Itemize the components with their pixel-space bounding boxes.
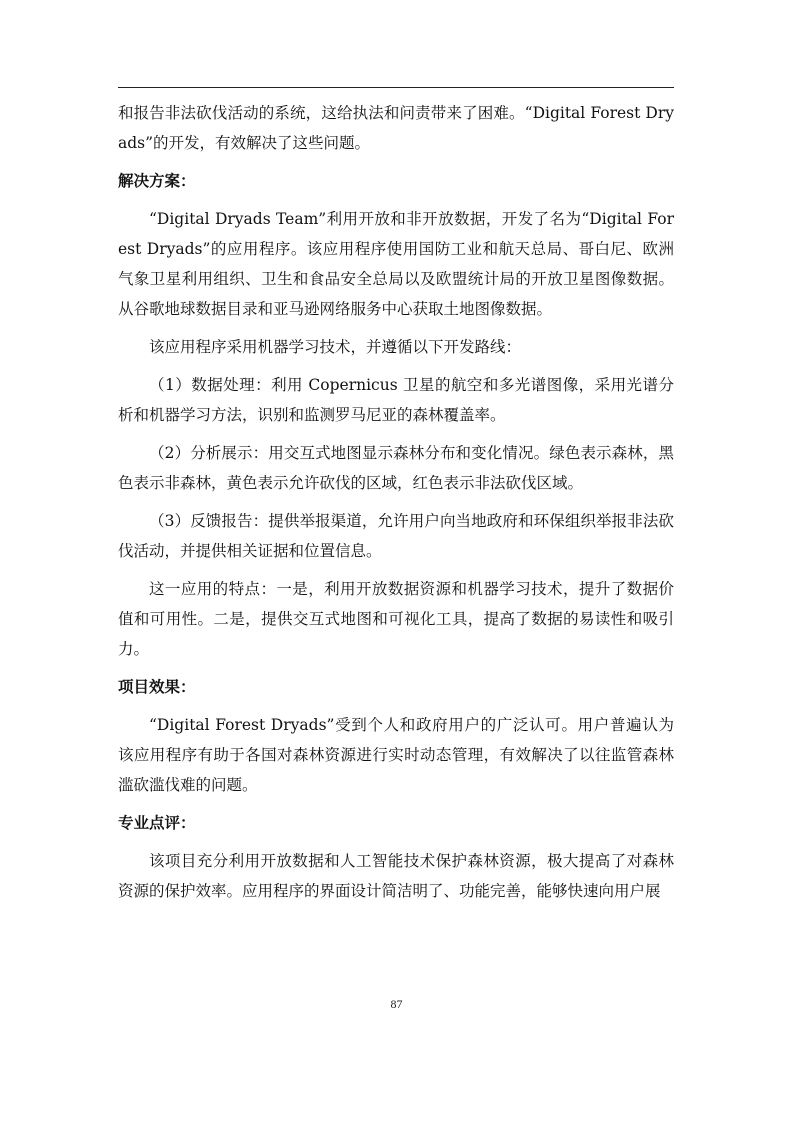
section-heading-solution: 解决方案： (118, 172, 196, 190)
solution-item-feedback-report: （3）反馈报告：提供举报渠道，允许用户向当地政府和环保组织举报非法砍伐活动，并提供相关证据和位置信息。 (118, 512, 674, 560)
solution-item-analysis-display: （2）分析展示：用交互式地图显示森林分布和变化情况。绿色表示森林，黑色表示非森林，黄色表示允许砍伐的区域，红色表示非法砍伐区域。 (118, 444, 674, 492)
review-paragraph: 该项目充分利用开放数据和人工智能技术保护森林资源，极大提高了对森林资源的保护效率。应用程序的界面设计简洁明了、功能完善，能够快速向用户展 (118, 852, 674, 900)
intro-continuation-paragraph: 和报告非法砍伐活动的系统，这给执法和问责带来了困难。“Digital Forest Dryads”的开发，有效解决了这些问题。 (118, 104, 674, 152)
solution-paragraph-features: 这一应用的特点：一是，利用开放数据资源和机器学习技术，提升了数据价值和可用性。二是，提供交互式地图和可视化工具，提高了数据的易读性和吸引力。 (118, 580, 674, 658)
page-number: 87 (390, 997, 403, 1011)
solution-paragraph-overview: “Digital Dryads Team”利用开放和非开放数据，开发了名为“Digital Forest Dryads”的应用程序。该应用程序使用国防工业和航天总局、哥白尼、欧洲气象卫星利用组织、卫生和食品安全总局以及欧盟统计局的开放卫星图像数据。从谷歌地球数据目录和亚马逊网络服务中心获取土地图像数据。 (118, 210, 674, 318)
section-heading-effect: 项目效果： (118, 678, 196, 696)
header-rule (118, 87, 674, 88)
solution-paragraph-route: 该应用程序采用机器学习技术，并遵循以下开发路线： (149, 338, 522, 356)
solution-item-data-processing: （1）数据处理：利用 Copernicus 卫星的航空和多光谱图像，采用光谱分析和机器学习方法，识别和监测罗马尼亚的森林覆盖率。 (118, 376, 674, 424)
page-body (118, 98, 674, 914)
section-heading-review: 专业点评： (118, 814, 196, 832)
effect-paragraph: “Digital Forest Dryads”受到个人和政府用户的广泛认可。用户普遍认为该应用程序有助于各国对森林资源进行实时动态管理，有效解决了以往监管森林滥砍滥伐难的问题。 (118, 716, 674, 794)
